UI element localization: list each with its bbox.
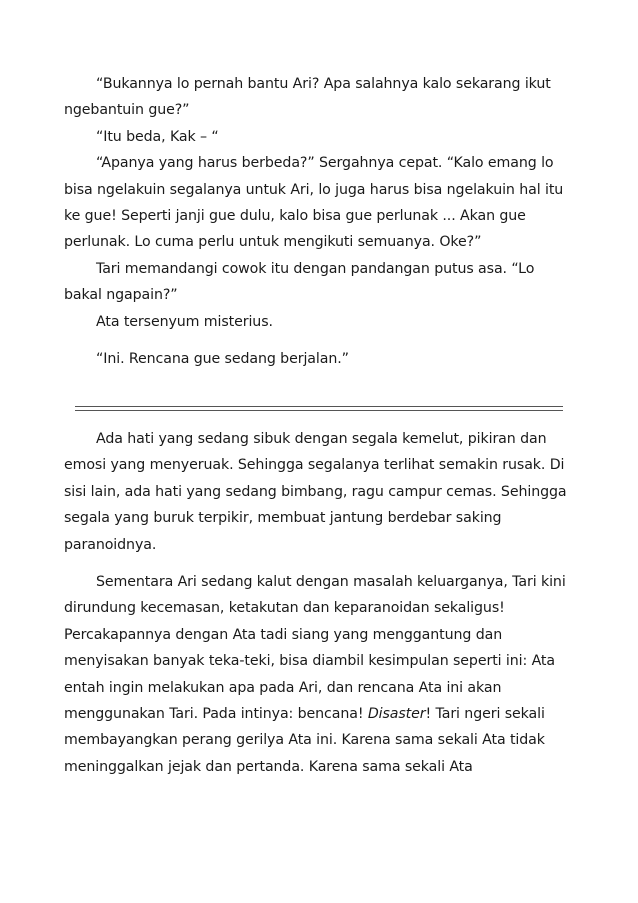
paragraph-narrative-1: Ada hati yang sedang sibuk dengan segala kemelut, pikiran dan emosi yang menyeruak. Sehingga segalanya terlihat semakin rusak. Di sisi lain, ada hati yang sedang bimbang, ragu campur cemas. Sehingga segala yang buruk terpikir, membuat jantung berdebar saking paranoidnya. [64, 431, 567, 553]
paragraph-dialogue-4: Tari memandangi cowok itu dengan pandangan putus asa. “Lo bakal ngapain?” [64, 260, 535, 304]
paragraph-dialogue-6: “Ini. Rencana gue sedang berjalan.” [96, 351, 349, 368]
narrative-2-text-end: ! Tari ngeri sekali membayangkan perang gerilya Ata ini. Karena sama sekali Ata tidak meninggalkan jejak dan pertanda. Karena sama sekali Ata [64, 706, 545, 775]
dialogue-section [64, 71, 572, 372]
paragraph-dialogue-3: “Apanya yang harus berbeda?” Sergahnya cepat. “Kalo emang lo bisa ngelakuin segalanya untuk Ari, lo juga harus bisa ngelakuin hal itu ke gue! Seperti janji gue dulu, kalo bisa gue perlunak ... Akan gue perlunak. Lo cuma perlu untuk mengikuti semuanya. Oke?” [64, 155, 564, 251]
paragraph-narrative-2 [64, 569, 572, 780]
narrative-2-text-start: Sementara Ari sedang kalut dengan masalah keluarganya, Tari kini dirundung kecemasan, ketakutan dan keparanoidan sekaligus! Percakapannya dengan Ata tadi siang yang menggantung dan menyisakan banyak teka-teki, bisa diambil kesimpulan seperti ini: Ata entah ingin melakukan apa pada Ari, dan rencana Ata ini akan menggunakan Tari. Pada intinya: bencana! [64, 574, 566, 723]
narrative-section [64, 426, 572, 780]
paragraph-dialogue-5: Ata tersenyum misterius. [96, 313, 273, 330]
paragraph-dialogue-2: “Itu beda, Kak – “ [96, 128, 219, 145]
section-divider [75, 406, 563, 411]
italic-word-disaster: Disaster [367, 706, 426, 723]
paragraph-dialogue-1: “Bukannya lo pernah bantu Ari? Apa salahnya kalo sekarang ikut ngebantuin gue?” [64, 76, 551, 119]
